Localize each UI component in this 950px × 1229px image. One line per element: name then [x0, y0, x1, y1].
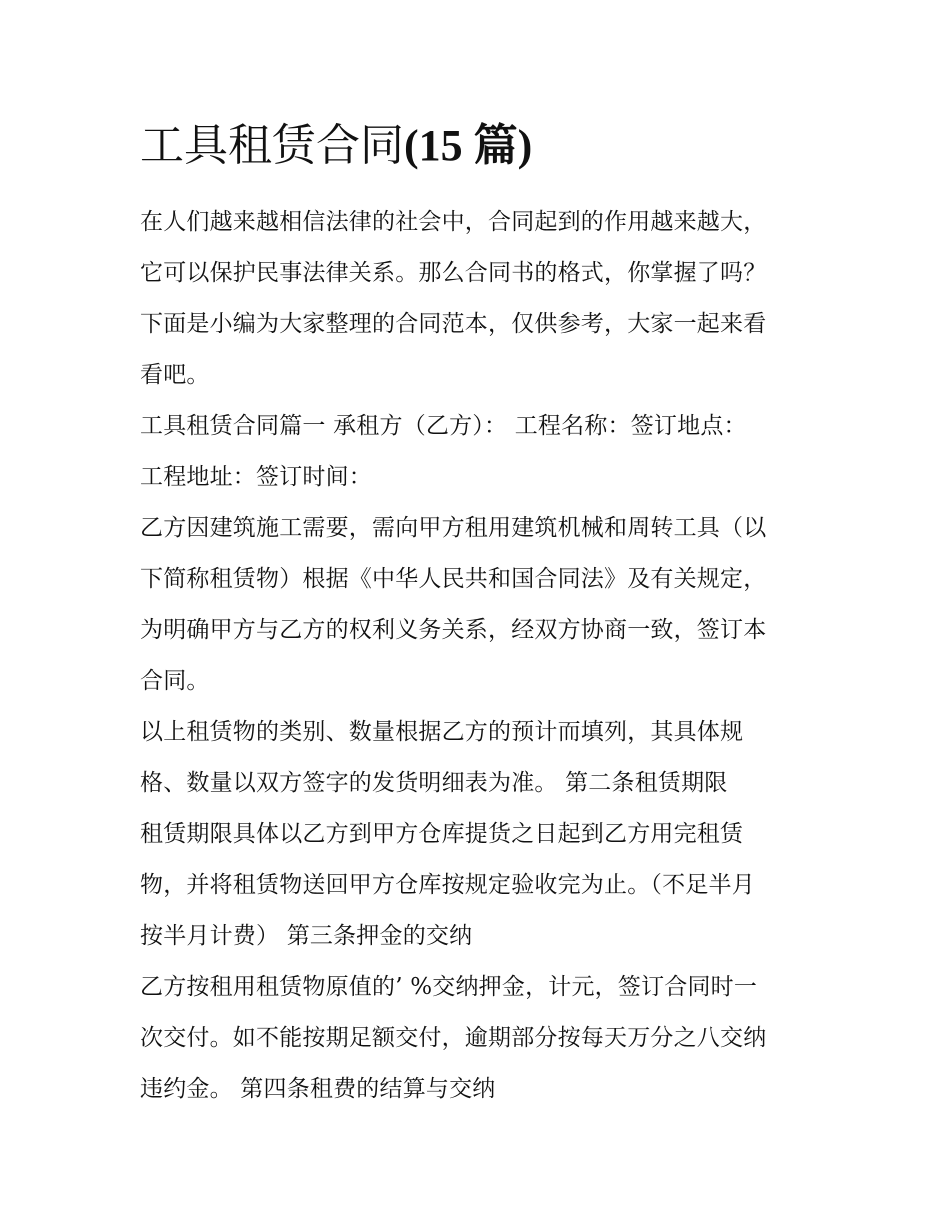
- body-line: 违约金。 第四条租费的结算与交纳: [140, 1076, 496, 1102]
- document-title: [140, 116, 532, 176]
- body-line: 工程地址：签订时间：: [140, 464, 372, 490]
- body-line: 按半月计费） 第三条押金的交纳: [140, 923, 473, 949]
- body-line: 租赁期限具体以乙方到甲方仓库提货之日起到乙方用完租赁: [140, 821, 744, 847]
- body-line: 下简称租赁物）根据《中华人民共和国合同法》及有关规定，: [140, 566, 767, 592]
- title-count: (15 篇): [404, 121, 533, 170]
- body-line: 在人们越来越相信法律的社会中，合同起到的作用越来越大，: [140, 209, 767, 235]
- body-line: 次交付。如不能按期足额交付，逾期部分按每天万分之八交纳: [140, 1025, 767, 1051]
- body-line: 乙方按租用租赁物原值的’ %交纳押金，计元，签订合同时一: [140, 974, 758, 1000]
- body-line: 看吧。: [140, 362, 210, 388]
- body-line: 它可以保护民事法律关系。那么合同书的格式，你掌握了吗？: [140, 260, 767, 286]
- body-line: 物，并将租赁物送回甲方仓库按规定验收完为止。（不足半月: [140, 872, 755, 898]
- body-line: 工具租赁合同篇一 承租方（乙方）： 工程名称：签订地点：: [140, 413, 747, 439]
- body-line: 格、数量以双方签字的发货明细表为准。 第二条租赁期限: [140, 770, 728, 796]
- body-line: 合同。: [140, 668, 210, 694]
- body-line: 下面是小编为大家整理的合同范本，仅供参考，大家一起来看: [140, 311, 767, 337]
- body-line: 乙方因建筑施工需要，需向甲方租用建筑机械和周转工具（以: [140, 515, 767, 541]
- title-main: 工具租赁合同: [140, 120, 404, 171]
- body-line: 为明确甲方与乙方的权利义务关系，经双方协商一致，签订本: [140, 617, 767, 643]
- body-line: 以上租赁物的类别、数量根据乙方的预计而填列，其具体规: [140, 719, 744, 745]
